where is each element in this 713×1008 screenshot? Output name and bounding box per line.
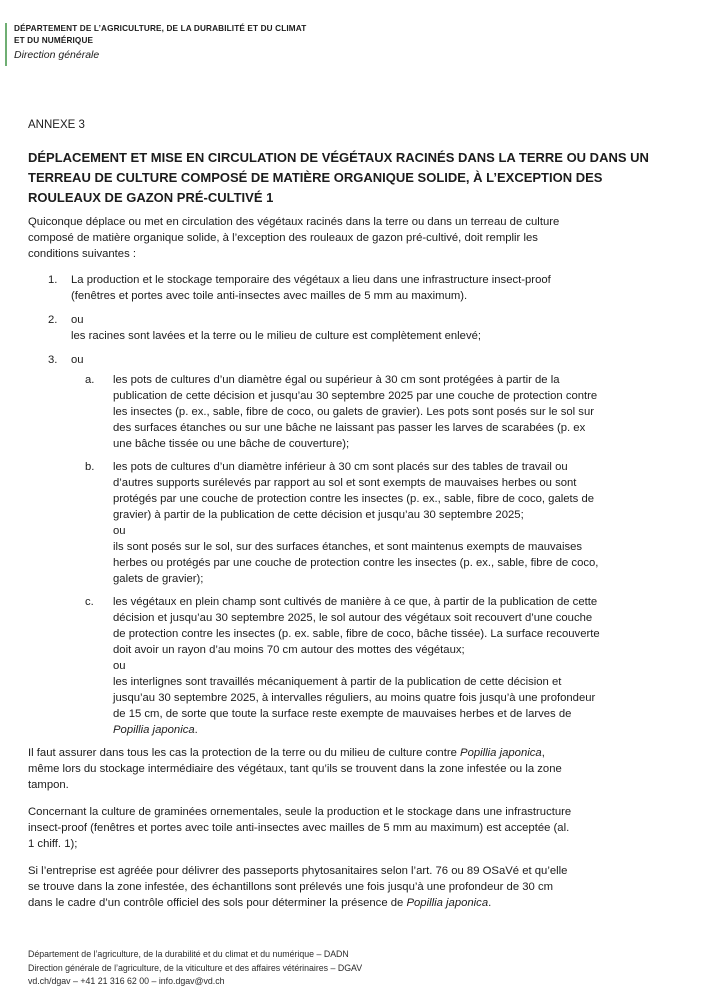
- sub-item-letter: b.: [85, 461, 95, 473]
- list-item-number: 3.: [48, 354, 58, 366]
- list-item-3: [28, 352, 688, 368]
- list-item-text: ou: [71, 354, 84, 366]
- department-name: DÉPARTEMENT DE L’AGRICULTURE, DE LA DURABILITÉ ET DU CLIMAT ET DU NUMÉRIQUE: [14, 24, 307, 45]
- letterhead: [5, 23, 306, 66]
- closing-paragraph-3: Si l’entreprise est agréée pour délivrer des passeports phytosanitaires selon l’art. 76 ou 89 OSaVé et qu’elle se trouve dans la zone infestée, des échantillons sont prélevés une fois jusqu’à une profondeur de 30 cm dans le cadre d’un contrôle officiel des sols pour déterminer la présence de Popillia japonica.: [28, 865, 568, 909]
- list-item-text: La production et le stockage temporaire des végétaux a lieu dans une infrastructure insect-proof (fenêtres et portes avec toile anti-insectes avec mailles de 5 mm au maximum).: [71, 274, 551, 302]
- closing-paragraph-2: Concernant la culture de graminées ornementales, seule la production et le stockage dans une infrastructure insect-proof (fenêtres et portes avec toile anti-insectes avec mailles de 5 mm au maximum) est acceptée (al. 1 chiff. 1);: [28, 806, 572, 850]
- footer-direction-line: Direction générale de l’agriculture, de la viticulture et des affaires vétérinaires – DGAV: [28, 962, 363, 973]
- closing-paragraph-1: Il faut assurer dans tous les cas la protection de la terre ou du milieu de culture contre Popillia japonica, même lors du stockage intermédiaire des végétaux, tant qu’ils se trouvent dans la zone infestée ou la zone tampon.: [28, 747, 562, 791]
- footer-contact-line: vd.ch/dgav – +41 21 316 62 00 – info.dgav@vd.ch: [28, 976, 225, 986]
- intro-paragraph: Quiconque déplace ou met en circulation des végétaux racinés dans la terre ou dans un terreau de culture composé de matière organique solide, à l’exception des rouleaux de gazon pré-cultivé, doit remplir les conditions suivantes :: [28, 216, 560, 260]
- sub-item-letter: c.: [85, 596, 94, 608]
- list-item-1: [28, 272, 688, 304]
- direction-generale-label: Direction générale: [14, 49, 100, 61]
- sub-item-c: [28, 594, 688, 738]
- sub-conditions-list: [28, 372, 688, 738]
- list-item-number: 2.: [48, 314, 58, 326]
- header-accent-line: [5, 23, 7, 66]
- page-footer: [28, 948, 362, 989]
- sub-item-text: les pots de cultures d’un diamètre égal ou supérieur à 30 cm sont protégées à partir de la publication de cette décision et jusqu’au 30 septembre 2025 par une couche de protection contre les insectes (p. ex., sable, fibre de coco, ou galets de gravier). Les pots sont posés sur le sol sur des surfaces étanches ou sur une bâche ne laissant pas passer les larves de scarabées (p. ex une bâche tissée ou une bâche de couverture);: [113, 374, 598, 450]
- list-item-text: ou les racines sont lavées et la terre ou le milieu de culture est complètement enlevé;: [71, 314, 482, 342]
- sub-item-b: [28, 459, 688, 587]
- document-body: [28, 118, 688, 911]
- list-item-2: [28, 312, 688, 344]
- conditions-list: [28, 272, 688, 738]
- sub-item-text: les végétaux en plein champ sont cultivés de manière à ce que, à partir de la publication de cette décision et jusqu’au 30 septembre 2025, le sol autour des végétaux soit recouvert d’une couche de protection contre les insectes (p. ex. sable, fibre de coco, bâche tissée). La surface recouverte doit avoir un rayon d’au moins 70 cm autour des mottes des végétaux; ou les interlignes sont travaillés mécaniquement à partir de la publication de cette décision et jusqu’au 30 septembre 2025, à intervalles réguliers, au moins quatre fois jusqu’à une profondeur de 15 cm, de sorte que toute la surface reste exempte de mauvaises herbes et de larves de Popillia japonica.: [113, 596, 600, 736]
- sub-item-letter: a.: [85, 374, 95, 386]
- document-title: DÉPLACEMENT ET MISE EN CIRCULATION DE VÉGÉTAUX RACINÉS DANS LA TERRE OU DANS UN TERREAU DE CULTURE COMPOSÉ DE MATIÈRE ORGANIQUE SOLIDE, À L’EXCEPTION DES ROULEAUX DE GAZON PRÉ-CULTIVÉ 1: [28, 150, 649, 205]
- letterhead-text: [14, 23, 306, 66]
- annexe-label: ANNEXE 3: [28, 119, 85, 131]
- footer-department-line: Département de l’agriculture, de la durabilité et du climat et du numérique – DADN: [28, 949, 349, 959]
- list-item-number: 1.: [48, 274, 58, 286]
- sub-item-text: les pots de cultures d’un diamètre inférieur à 30 cm sont placés sur des tables de travail ou d’autres supports surélevés par rapport au sol et sont exempts de mauvaises herbes ou sont protégés par une couche de protection contre les insectes (p. ex., sable, fibre de coco, galets de gravier) à partir de la publication de cette décision et jusqu’au 30 septembre 2025; ou ils sont posés sur le sol, sur des surfaces étanches, et sont maintenus exempts de mauvaises herbes ou protégés par une couche de protection contre les insectes (p. ex., sable, fibre de coco, galets de gravier);: [113, 461, 599, 585]
- sub-item-a: [28, 372, 688, 452]
